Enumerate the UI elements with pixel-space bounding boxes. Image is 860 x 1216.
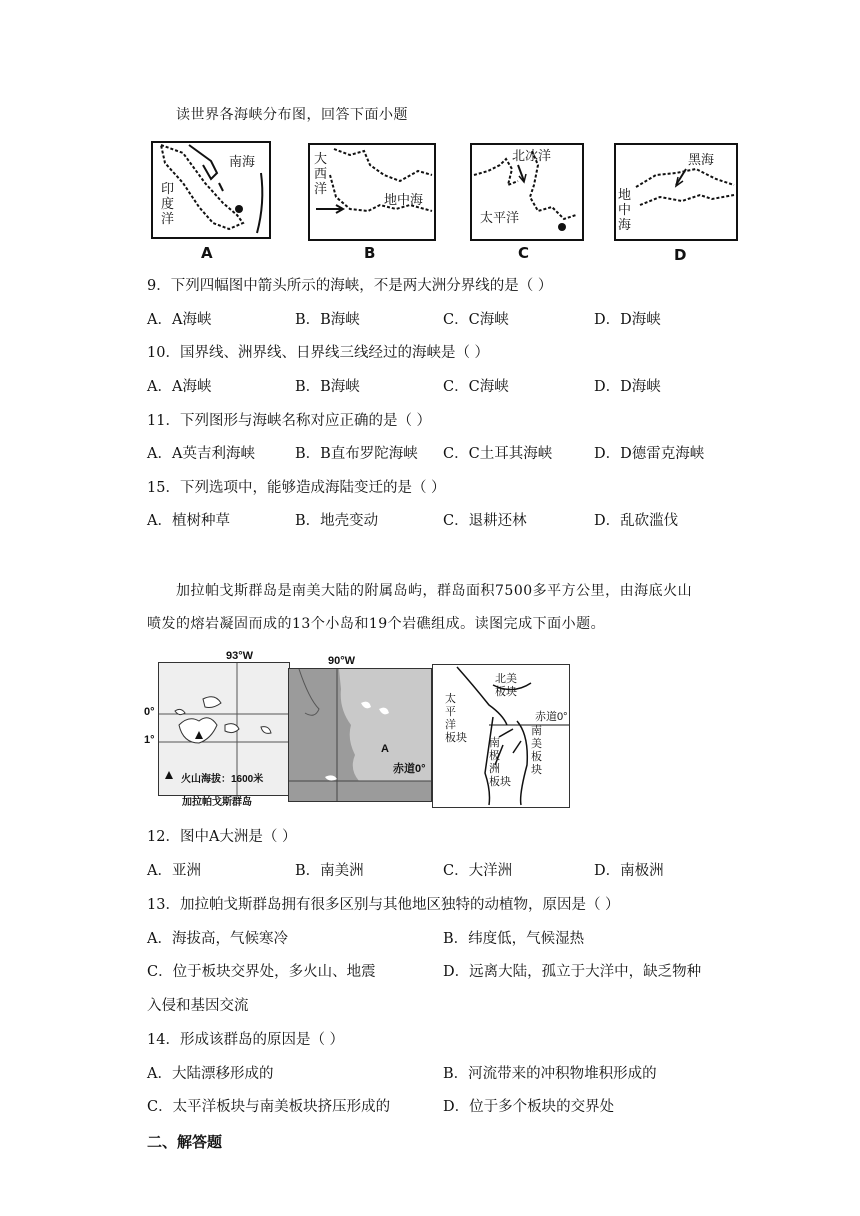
strait-c-label-2: 太平洋 — [480, 210, 520, 225]
strait-d-caption: D — [674, 246, 687, 264]
q13-option-c[interactable]: C．位于板块交界处，多火山、地震 — [147, 964, 376, 980]
q11-option-b[interactable]: B．B直布罗陀海峡 — [295, 446, 418, 462]
south-america-map — [288, 668, 432, 802]
q14-option-d[interactable]: D．位于多个板块的交界处 — [443, 1099, 615, 1115]
south-america-drawing — [289, 669, 431, 801]
q15-stem: 15．下列选项中，能够造成海陆变迁的是（ ） — [147, 480, 446, 496]
q10-option-c[interactable]: C．C海峡 — [443, 379, 509, 395]
q12-option-c[interactable]: C．大洋洲 — [443, 863, 513, 879]
q12-option-a[interactable]: A．亚洲 — [147, 863, 201, 879]
q10-stem: 10．国界线、洲界线、日界线三线经过的海峡是（ ） — [147, 345, 490, 361]
q15-option-b[interactable]: B．地壳变动 — [295, 513, 379, 529]
q13-option-d[interactable]: D．远离大陆，孤立于大洋中，缺乏物种 — [443, 964, 702, 980]
strait-map-b — [308, 143, 436, 241]
q14-option-a[interactable]: A．大陆漂移形成的 — [147, 1066, 274, 1082]
q11-option-d[interactable]: D．D德雷克海峡 — [594, 446, 705, 462]
strait-b-caption: B — [364, 244, 376, 262]
lat-0: 0° — [144, 706, 155, 718]
q13-option-a[interactable]: A．海拔高，气候寒冷 — [147, 931, 288, 947]
strait-map-a — [151, 141, 271, 239]
q11-option-c[interactable]: C．C土耳其海峡 — [443, 446, 553, 462]
q9-option-b[interactable]: B．B海峡 — [295, 312, 360, 328]
equator-label-map3: 赤道0° — [535, 711, 568, 723]
galapagos-detail-map — [158, 662, 290, 796]
q10-option-d[interactable]: D．D海峡 — [594, 379, 661, 395]
q11-option-a[interactable]: A．A英吉利海峡 — [147, 446, 255, 462]
q13-option-b[interactable]: B．纬度低，气候湿热 — [443, 931, 585, 947]
plate-pacific: 太 平 洋 板块 — [445, 693, 467, 744]
plates-map — [432, 664, 570, 808]
intro-text-1: 读世界各海峡分布图，回答下面小题 — [176, 107, 408, 123]
plate-south-america: 南 美 板 块 — [531, 725, 542, 776]
lat-1: 1° — [144, 734, 155, 746]
q12-stem: 12．图中A大洲是（ ） — [147, 829, 297, 845]
strait-d-label-2: 地 中 海 — [618, 187, 632, 232]
q14-option-c[interactable]: C．太平洋板块与南美板块挤压形成的 — [147, 1099, 391, 1115]
section-heading-answers: 二、解答题 — [147, 1133, 223, 1151]
lon-90w: 90°W — [328, 655, 356, 667]
q15-option-a[interactable]: A．植树种草 — [147, 513, 230, 529]
q14-option-b[interactable]: B．河流带来的冲积物堆积形成的 — [443, 1066, 657, 1082]
strait-c-label-1: 北冰洋 — [512, 148, 552, 163]
q12-option-d[interactable]: D．南极洲 — [594, 863, 664, 879]
strait-a-label-2: 印 度 洋 — [161, 181, 175, 226]
q13-option-d-continued: 入侵和基因交流 — [147, 998, 249, 1014]
plate-antarctic: 南 极 洲 板块 — [489, 737, 511, 788]
strait-a-label-1: 南海 — [229, 154, 256, 169]
q13-stem: 13．加拉帕戈斯群岛拥有很多区别与其他地区独特的动植物，原因是（ ） — [147, 897, 620, 913]
intro-text-2-line1: 加拉帕戈斯群岛是南美大陆的附属岛屿，群岛面积7500多平方公里，由海底火山 — [176, 583, 693, 599]
q10-option-a[interactable]: A．A海峡 — [147, 379, 212, 395]
q9-option-a[interactable]: A．A海峡 — [147, 312, 212, 328]
equator-label-map2: 赤道0° — [393, 763, 426, 775]
galapagos-figure — [144, 650, 570, 808]
plate-north-america: 北美 板块 — [495, 673, 517, 698]
q9-stem: 9．下列四幅图中箭头所示的海峡，不是两大洲分界线的是（ ） — [147, 278, 553, 294]
legend-volcano: 火山海拔：1600米 — [181, 774, 264, 785]
strait-map-c — [470, 143, 584, 241]
q10-option-b[interactable]: B．B海峡 — [295, 379, 360, 395]
q15-option-d[interactable]: D．乱砍滥伐 — [594, 513, 679, 529]
q9-option-c[interactable]: C．C海峡 — [443, 312, 509, 328]
q12-option-b[interactable]: B．南美洲 — [295, 863, 364, 879]
strait-map-d-drawing — [616, 145, 736, 239]
strait-b-label-2: 地中海 — [384, 192, 424, 207]
legend-islands: 加拉帕戈斯群岛 — [182, 797, 252, 808]
q15-option-c[interactable]: C．退耕还林 — [443, 513, 527, 529]
strait-map-d — [614, 143, 738, 241]
strait-c-caption: C — [518, 244, 530, 262]
strait-b-label-1: 大 西 洋 — [314, 151, 328, 196]
intro-text-2-line2: 喷发的熔岩凝固而成的13个小岛和19个岩礁组成。读图完成下面小题。 — [147, 616, 606, 632]
q9-option-d[interactable]: D．D海峡 — [594, 312, 661, 328]
strait-a-caption: A — [201, 244, 213, 262]
q14-stem: 14．形成该群岛的原因是（ ） — [147, 1032, 345, 1048]
strait-d-label-1: 黑海 — [688, 152, 715, 167]
q11-stem: 11．下列图形与海峡名称对应正确的是（ ） — [147, 413, 432, 429]
continent-a-label: A — [381, 743, 389, 755]
lon-93w: 93°W — [226, 650, 254, 662]
